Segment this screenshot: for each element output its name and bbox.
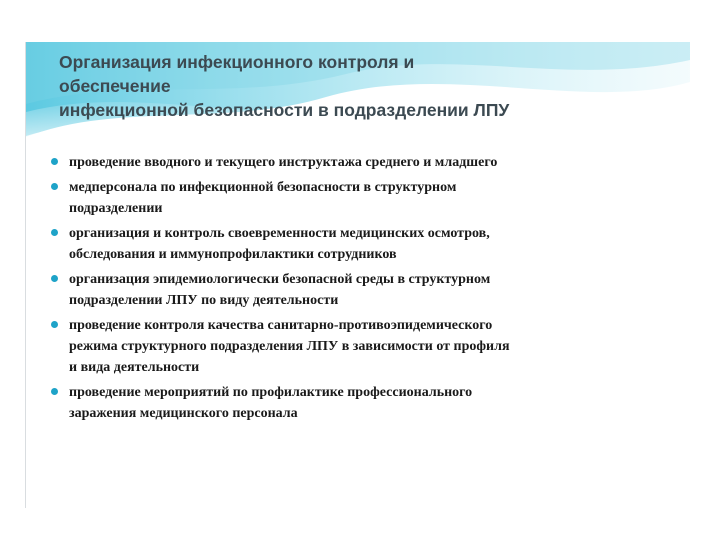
bullet-line: проведение вводного и текущего инструктажа среднего и младшего [69, 155, 498, 170]
bullet-line: и вида деятельности [69, 360, 200, 375]
bullet-line: проведение мероприятий по профилактике профессионального [69, 385, 473, 400]
bullet-line: обследования и иммунопрофилактики сотрудников [69, 247, 397, 262]
bullet-dot-icon [51, 158, 58, 165]
bullet-line: подразделении [69, 201, 163, 216]
bullet-line: подразделении ЛПУ по виду деятельности [69, 293, 339, 308]
bullet-dot-icon [51, 183, 58, 190]
bullet-dot-icon [51, 275, 58, 282]
bullet-dot-icon [51, 388, 58, 395]
bullet-item [44, 269, 684, 311]
slide-title [59, 50, 669, 122]
bullet-line: организация эпидемиологически безопасной среды в структурном [69, 272, 491, 287]
bullet-line: заражения медицинского персонала [69, 406, 298, 421]
bullet-item [44, 177, 684, 219]
slide [25, 42, 690, 508]
bullet-line: проведение контроля качества санитарно-противоэпидемического [69, 318, 493, 333]
bullet-line: медперсонала по инфекционной безопасности в структурном [69, 180, 457, 195]
title-line: Организация инфекционного контроля и [59, 52, 415, 72]
bullet-line: режима структурного подразделения ЛПУ в зависимости от профиля [69, 339, 510, 354]
bullet-dot-icon [51, 229, 58, 236]
bullet-item [44, 315, 684, 378]
bullet-dot-icon [51, 321, 58, 328]
bullet-item [44, 152, 684, 173]
bullet-line: организация и контроль своевременности медицинских осмотров, [69, 226, 490, 241]
bullet-list [44, 152, 684, 428]
bullet-item [44, 223, 684, 265]
title-line: обеспечение [59, 76, 171, 96]
bullet-item [44, 382, 684, 424]
title-line: инфекционной безопасности в подразделении ЛПУ [59, 100, 510, 120]
